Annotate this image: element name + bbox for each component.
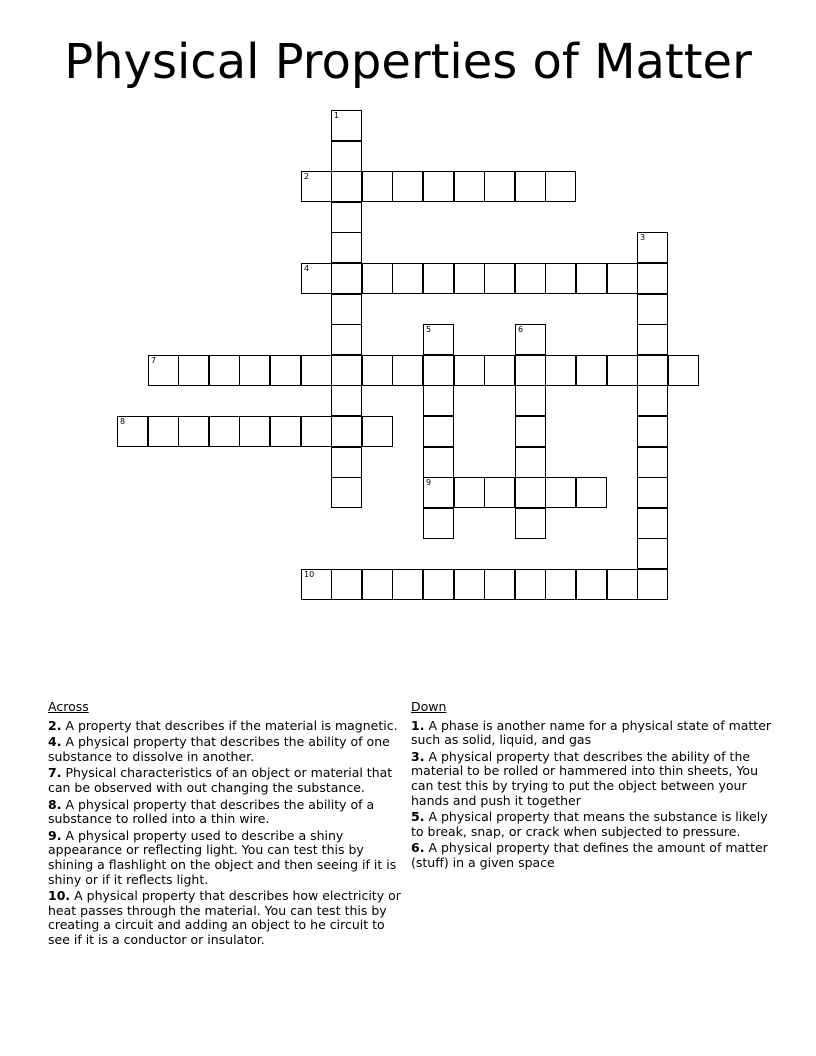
grid-cell[interactable] [178,416,209,447]
clue-number: 3. [411,748,425,764]
grid-cell[interactable] [515,508,546,539]
grid-cell[interactable] [331,110,362,141]
grid-cell[interactable] [301,171,332,202]
grid-cell[interactable] [301,569,332,600]
clue-number: 9. [48,827,62,843]
grid-cell[interactable] [484,569,515,600]
grid-cell[interactable] [637,477,668,508]
grid-cell[interactable] [607,569,638,600]
clue-across-2 [48,719,410,734]
clue-across-4 [48,735,410,764]
grid-cell[interactable] [331,171,362,202]
grid-cell[interactable] [331,202,362,233]
clue-down-1 [411,719,773,748]
cell-number: 1 [334,111,340,120]
grid-cell[interactable] [331,232,362,263]
grid-cell[interactable] [607,263,638,294]
grid-cell[interactable] [392,355,423,386]
grid-cell[interactable] [331,324,362,355]
grid-cell[interactable] [637,416,668,447]
clue-across-10 [48,889,410,947]
down-clues [411,700,773,873]
grid-cell[interactable] [515,569,546,600]
grid-cell[interactable] [331,294,362,325]
grid-cell[interactable] [423,477,454,508]
grid-cell[interactable] [545,171,576,202]
grid-cell[interactable] [637,232,668,263]
clue-across-9 [48,829,410,887]
grid-cell[interactable] [331,569,362,600]
grid-cell[interactable] [423,508,454,539]
grid-cell[interactable] [423,447,454,478]
clue-text: Physical characteristics of an object or material that can be observed with out changing the substance. [48,765,393,795]
clue-number: 2. [48,717,62,733]
across-clues [48,700,410,950]
across-heading: Across [48,699,89,714]
grid-cell[interactable] [362,171,393,202]
grid-cell[interactable] [392,569,423,600]
grid-cell[interactable] [515,171,546,202]
grid-cell[interactable] [576,477,607,508]
clue-text: A physical property that describes the ability of the material to be rolled or hammered into thin sheets, You can test this by trying to put the object between your hands and push it together [411,748,759,808]
grid-cell[interactable] [545,355,576,386]
clue-down-6 [411,841,773,870]
grid-cell[interactable] [484,263,515,294]
grid-cell[interactable] [239,416,270,447]
grid-cell[interactable] [637,569,668,600]
grid-cell[interactable] [331,385,362,416]
grid-cell[interactable] [331,477,362,508]
grid-cell[interactable] [178,355,209,386]
grid-cell[interactable] [545,263,576,294]
grid-cell[interactable] [637,385,668,416]
grid-cell[interactable] [637,294,668,325]
clue-number: 1. [411,717,425,733]
grid-cell[interactable] [637,263,668,294]
grid-cell[interactable] [637,447,668,478]
grid-cell[interactable] [301,263,332,294]
grid-cell[interactable] [454,477,485,508]
grid-cell[interactable] [331,416,362,447]
grid-cell[interactable] [392,263,423,294]
grid-cell[interactable] [484,477,515,508]
grid-cell[interactable] [515,477,546,508]
clue-text: A physical property that describes the ability of a substance to rolled into a thin wire. [48,796,375,827]
grid-cell[interactable] [117,416,148,447]
clue-text: A physical property that means the substance is likely to break, snap, or crack when subjected to pressure. [411,809,768,839]
grid-cell[interactable] [423,385,454,416]
grid-cell[interactable] [515,263,546,294]
grid-cell[interactable] [423,416,454,447]
grid-cell[interactable] [270,355,301,386]
cell-number: 2 [304,172,310,181]
grid-cell[interactable] [331,447,362,478]
grid-cell[interactable] [515,355,546,386]
grid-cell[interactable] [423,569,454,600]
grid-cell[interactable] [392,171,423,202]
grid-cell[interactable] [637,508,668,539]
grid-cell[interactable] [209,416,240,447]
grid-cell[interactable] [545,477,576,508]
grid-cell[interactable] [484,171,515,202]
grid-cell[interactable] [331,355,362,386]
grid-cell[interactable] [331,263,362,294]
grid-cell[interactable] [301,416,332,447]
grid-cell[interactable] [423,263,454,294]
grid-cell[interactable] [423,324,454,355]
grid-cell[interactable] [301,355,332,386]
grid-cell[interactable] [362,569,393,600]
grid-cell[interactable] [545,569,576,600]
grid-cell[interactable] [148,416,179,447]
clue-text: A property that describes if the material is magnetic. [65,717,398,733]
clue-text: A physical property used to describe a shiny appearance or reflecting light. You can test this by shining a flashlight on the object and then seeing if it is shiny or if it reflects light. [48,827,397,887]
grid-cell[interactable] [576,355,607,386]
clue-text: A physical property that defines the amount of matter (stuff) in a given space [411,840,768,870]
grid-cell[interactable] [239,355,270,386]
clue-text: A physical property that describes the ability of one substance to dissolve in another. [48,734,390,764]
grid-cell[interactable] [362,355,393,386]
clue-across-8 [48,798,410,827]
grid-cell[interactable] [515,416,546,447]
grid-cell[interactable] [637,355,668,386]
grid-cell[interactable] [454,171,485,202]
grid-cell[interactable] [515,324,546,355]
grid-cell[interactable] [668,355,699,386]
down-heading: Down [411,699,447,714]
cell-number: 3 [640,233,646,242]
grid-cell[interactable] [209,355,240,386]
grid-cell[interactable] [607,355,638,386]
cell-number: 8 [120,417,126,426]
clue-number: 7. [48,765,62,781]
cell-number: 7 [151,356,157,365]
grid-cell[interactable] [454,263,485,294]
clue-number: 10. [48,888,71,904]
grid-cell[interactable] [484,355,515,386]
grid-cell[interactable] [515,385,546,416]
clue-text: A physical property that describes how electricity or heat passes through the material. You can test this by creating a circuit and adding an object to he circuit to see if it is a conductor or insulator. [48,888,401,947]
grid-cell[interactable] [576,569,607,600]
grid-cell[interactable] [454,569,485,600]
grid-cell[interactable] [362,416,393,447]
clue-down-3 [411,750,773,808]
clue-number: 6. [411,840,425,856]
cell-number: 9 [426,478,432,487]
grid-cell[interactable] [423,355,454,386]
grid-cell[interactable] [270,416,301,447]
clue-number: 8. [48,796,62,812]
grid-cell[interactable] [362,263,393,294]
clue-number: 5. [411,809,425,825]
cell-number: 6 [518,325,524,334]
clue-across-7 [48,766,410,795]
clue-down-5 [411,810,773,839]
grid-cell[interactable] [576,263,607,294]
grid-cell[interactable] [515,447,546,478]
cell-number: 4 [304,264,310,273]
clue-text: A phase is another name for a physical state of matter such as solid, liquid, and gas [411,717,772,748]
page-title: Physical Properties of Matter [64,34,752,90]
cell-number: 10 [304,570,315,579]
grid-cell[interactable] [148,355,179,386]
cell-number: 5 [426,325,432,334]
grid-cell[interactable] [637,538,668,569]
grid-cell[interactable] [423,171,454,202]
clue-number: 4. [48,734,62,750]
grid-cell[interactable] [637,324,668,355]
grid-cell[interactable] [331,141,362,172]
grid-cell[interactable] [454,355,485,386]
